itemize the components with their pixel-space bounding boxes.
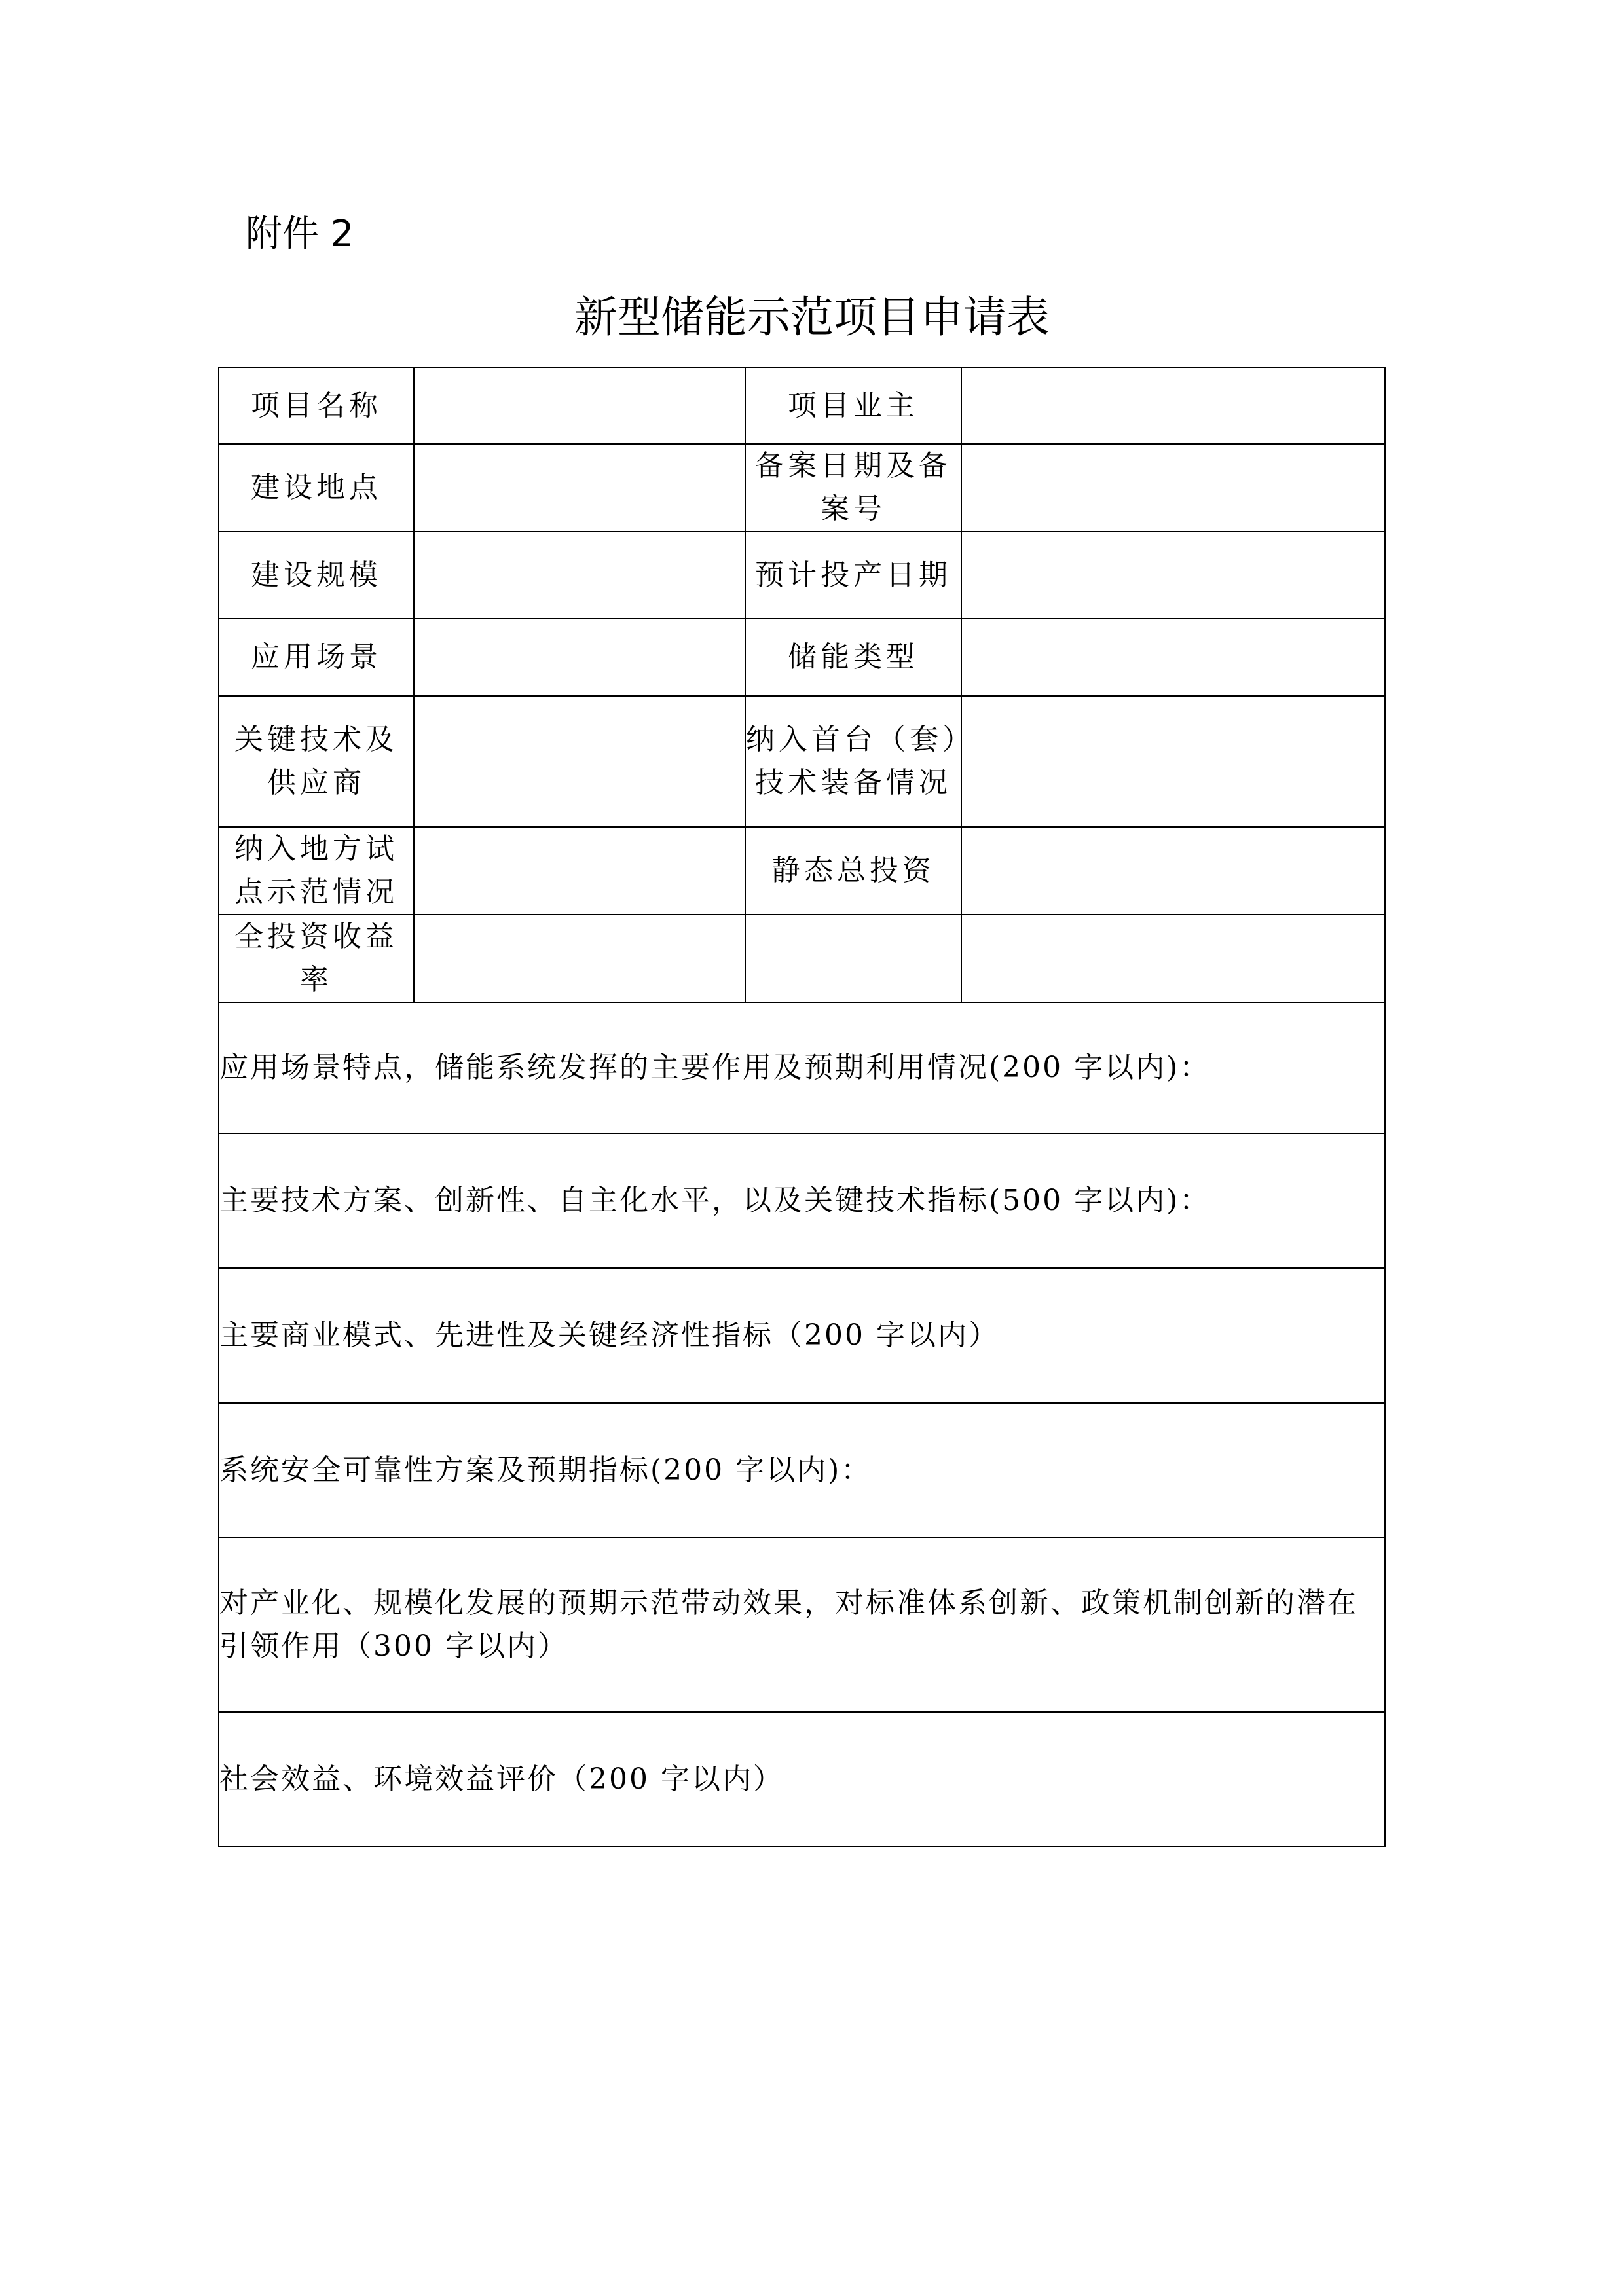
field-label-project-name: 项目名称 (219, 367, 414, 444)
form-row (219, 827, 1385, 915)
field-input-expected-operation-date[interactable] (961, 532, 1385, 619)
field-label-expected-operation-date: 预计投产日期 (745, 532, 961, 619)
form-row (219, 1002, 1385, 1133)
field-input-project-owner[interactable] (961, 367, 1385, 444)
form-row (219, 619, 1385, 696)
attachment-number: 附件 2 (246, 213, 354, 255)
field-input-full-investment-return-rate[interactable] (414, 915, 745, 1002)
field-input-construction-scale[interactable] (414, 532, 745, 619)
field-label-application-scenario: 应用场景 (219, 619, 414, 696)
form-row (219, 1268, 1385, 1403)
empty-cell[interactable] (961, 915, 1385, 1002)
section-demonstration-effect[interactable]: 对产业化、规模化发展的预期示范带动效果，对标准体系创新、政策机制创新的潜在引领作用（300 字以内） (219, 1537, 1385, 1712)
field-label-project-owner: 项目业主 (745, 367, 961, 444)
form-row (219, 532, 1385, 619)
form-title: 新型储能示范项目申请表 (574, 292, 1050, 342)
section-business-model[interactable]: 主要商业模式、先进性及关键经济性指标（200 字以内） (219, 1268, 1385, 1403)
application-form-table (218, 367, 1386, 1847)
section-scenario-characteristics[interactable]: 应用场景特点，储能系统发挥的主要作用及预期利用情况(200 字以内)： (219, 1002, 1385, 1133)
form-row (219, 367, 1385, 444)
field-label-construction-site: 建设地点 (219, 444, 414, 532)
form-row (219, 1403, 1385, 1537)
field-label-construction-scale: 建设规模 (219, 532, 414, 619)
field-input-local-pilot-status[interactable] (414, 827, 745, 915)
field-label-storage-type: 储能类型 (745, 619, 961, 696)
field-input-key-tech-suppliers[interactable] (414, 696, 745, 827)
field-label-key-tech-suppliers: 关键技术及供应商 (219, 696, 414, 827)
field-label-static-total-investment: 静态总投资 (745, 827, 961, 915)
empty-cell[interactable] (745, 915, 961, 1002)
field-label-filing-date-number: 备案日期及备案号 (745, 444, 961, 532)
field-input-project-name[interactable] (414, 367, 745, 444)
field-input-filing-date-number[interactable] (961, 444, 1385, 532)
section-safety-reliability[interactable]: 系统安全可靠性方案及预期指标(200 字以内)： (219, 1403, 1385, 1537)
field-label-full-investment-return-rate: 全投资收益率 (219, 915, 414, 1002)
section-social-environmental-benefits[interactable]: 社会效益、环境效益评价（200 字以内） (219, 1712, 1385, 1846)
section-technical-plan[interactable]: 主要技术方案、创新性、自主化水平，以及关键技术指标(500 字以内)： (219, 1133, 1385, 1268)
field-input-application-scenario[interactable] (414, 619, 745, 696)
form-row (219, 915, 1385, 1002)
field-input-first-set-equipment[interactable] (961, 696, 1385, 827)
form-row (219, 1712, 1385, 1846)
form-row (219, 696, 1385, 827)
form-row (219, 444, 1385, 532)
field-label-local-pilot-status: 纳入地方试点示范情况 (219, 827, 414, 915)
form-row (219, 1133, 1385, 1268)
field-input-static-total-investment[interactable] (961, 827, 1385, 915)
field-input-storage-type[interactable] (961, 619, 1385, 696)
field-label-first-set-equipment: 纳入首台（套）技术装备情况 (745, 696, 961, 827)
field-input-construction-site[interactable] (414, 444, 745, 532)
form-row (219, 1537, 1385, 1712)
